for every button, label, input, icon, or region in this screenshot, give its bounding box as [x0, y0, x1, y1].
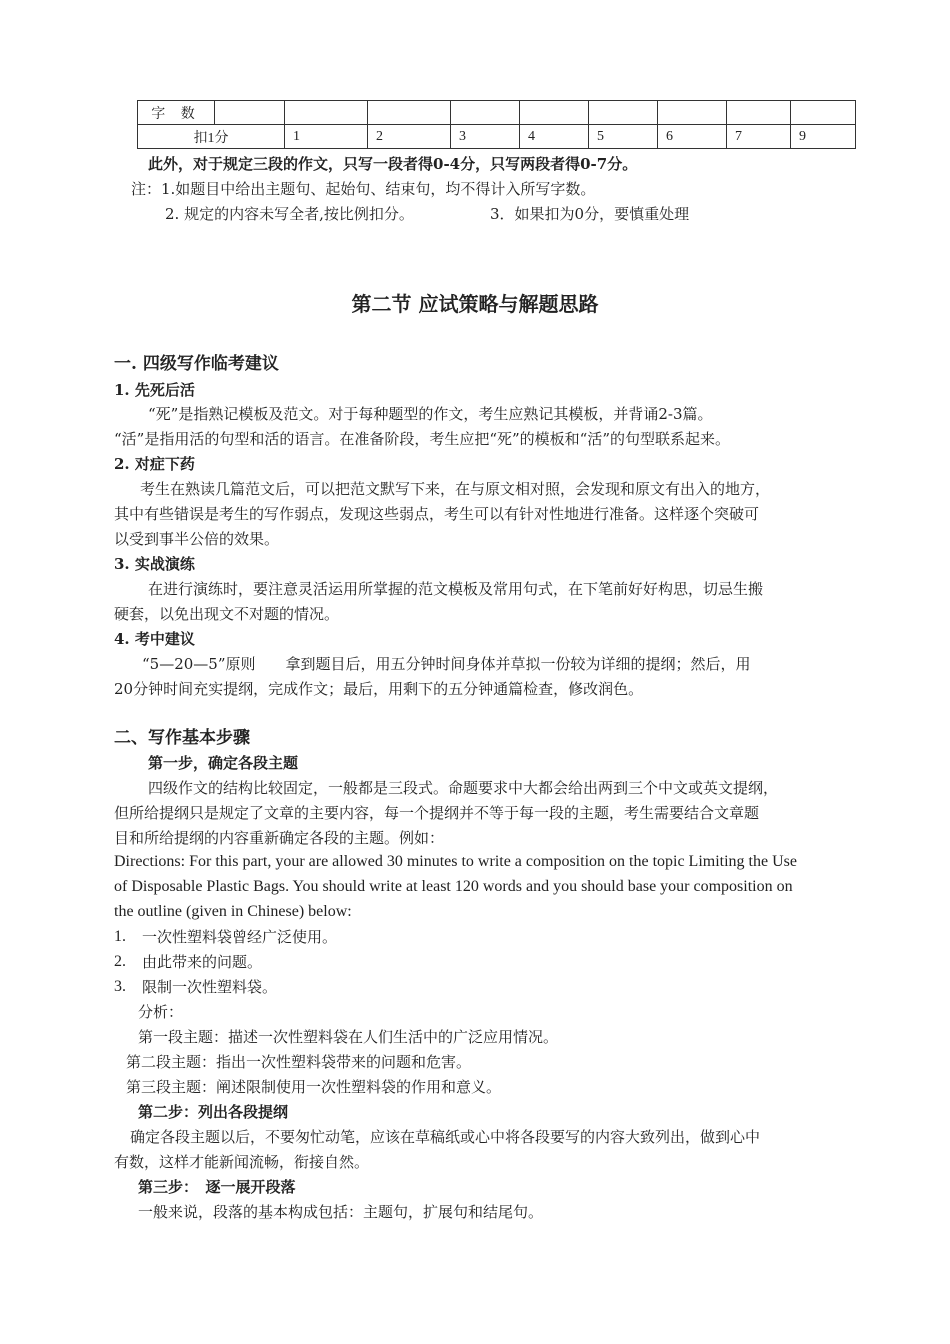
row-label-deduction: 扣1分: [138, 125, 285, 149]
note-3: 3．如果扣为0分，要慎重处理: [490, 205, 690, 223]
outline-item: 由此带来的问题。: [142, 953, 263, 971]
row-label-word-count: 字 数: [138, 101, 215, 125]
table-cell: [791, 101, 856, 125]
analysis-label: 分析：: [138, 1003, 184, 1021]
table-cell: 6: [658, 125, 727, 149]
outline-item: 限制一次性塑料袋。: [142, 978, 278, 996]
step3-title: 第三步： 逐一展开段落: [138, 1178, 296, 1196]
paragraph-line: 目和所给提纲的内容重新确定各段的主题。例如：: [114, 829, 445, 847]
section-title: 第二节 应试策略与解题思路: [351, 292, 599, 316]
paragraph-line: 有数，这样才能新闻流畅，衔接自然。: [114, 1153, 370, 1171]
table-cell: 9: [791, 125, 856, 149]
paragraph-line: 一般来说，段落的基本构成包括：主题句，扩展句和结尾句。: [138, 1203, 544, 1221]
analysis-line: 第三段主题：阐述限制使用一次性塑料袋的作用和意义。: [126, 1078, 502, 1096]
paragraph-line: 其中有些错误是考生的写作弱点，发现这些弱点，考生可以有针对性地进行准备。这样逐个突破可: [114, 505, 760, 523]
table-cell: 3: [451, 125, 520, 149]
part1-heading: 一. 四级写作临考建议: [114, 354, 279, 374]
table-cell: [589, 101, 658, 125]
table-cell: 1: [285, 125, 368, 149]
outline-item: 一次性塑料袋曾经广泛使用。: [142, 928, 338, 946]
paragraph-line: “5—20—5”原则 拿到题目后，用五分钟时间身体并草拟一份较为详细的提纲；然后，用: [142, 655, 751, 673]
paragraph-line: 确定各段主题以后，不要匆忙动笔，应该在草稿纸或心中将各段要写的内容大致列出，做到心中: [130, 1128, 761, 1146]
directions-line: of Disposable Plastic Bags. You should write at least 120 words and you should base your composition on: [114, 878, 793, 895]
table-cell: [451, 101, 520, 125]
paragraph-line: “死”是指熟记模板及范文。对于每种题型的作文，考生应熟记其模板，并背诵2-3篇。: [148, 405, 713, 423]
paragraph-line: 20分钟时间充实提纲，完成作文；最后，用剩下的五分钟通篇检查，修改润色。: [114, 680, 644, 698]
table-cell: [520, 101, 589, 125]
item-title: 1. 先死后活: [114, 381, 195, 399]
table-cell: 7: [727, 125, 791, 149]
paragraph-line: 硬套，以免出现文不对题的情况。: [114, 605, 340, 623]
step2-title: 第二步：列出各段提纲: [138, 1103, 289, 1121]
table-row: [138, 125, 856, 149]
table-cell: 5: [589, 125, 658, 149]
analysis-line: 第二段主题：指出一次性塑料袋带来的问题和危害。: [126, 1053, 472, 1071]
table-cell: 4: [520, 125, 589, 149]
table-cell: [658, 101, 727, 125]
part2-heading: 二、写作基本步骤: [114, 728, 250, 748]
item-title: 4. 考中建议: [114, 630, 195, 648]
table-cell: [368, 101, 451, 125]
directions-line: the outline (given in Chinese) below:: [114, 903, 352, 920]
paragraph-line: 考生在熟读几篇范文后，可以把范文默写下来，在与原文相对照，会发现和原文有出入的地方，: [140, 480, 771, 498]
paragraph-line: 在进行演练时，要注意灵活运用所掌握的范文模板及常用句式，在下笔前好好构思，切忌生搬: [148, 580, 764, 598]
item-title: 2. 对症下药: [114, 455, 195, 473]
table-cell: [215, 101, 285, 125]
paragraph-line: 以受到事半公倍的效果。: [114, 530, 280, 548]
step1-title: 第一步，确定各段主题: [148, 754, 299, 772]
item-title: 3. 实战演练: [114, 555, 195, 573]
directions-line: Directions: For this part, your are allowed 30 minutes to write a composition on the topic Limiting the Use: [114, 853, 797, 870]
outline-number: 2.: [114, 953, 126, 970]
table-cell: [727, 101, 791, 125]
paragraph-line: “活”是指用活的句型和活的语言。在准备阶段，考生应把“死”的模板和“活”的句型联系起来。: [114, 430, 731, 448]
note-2: 2. 规定的内容未写全者,按比例扣分。: [165, 205, 414, 223]
paragraph-line: 四级作文的结构比较固定，一般都是三段式。命题要求中大都会给出两到三个中文或英文提纲，: [148, 779, 779, 797]
paragraph-line: 但所给提纲只是规定了文章的主要内容，每一个提纲并不等于每一段的主题，考生需要结合文章题: [114, 804, 760, 822]
analysis-line: 第一段主题：描述一次性塑料袋在人们生活中的广泛应用情况。: [138, 1028, 559, 1046]
table-row: [138, 101, 856, 125]
table-cell: 2: [368, 125, 451, 149]
table-cell: [285, 101, 368, 125]
outline-number: 1.: [114, 928, 126, 945]
score-table: [137, 100, 856, 149]
outline-number: 3.: [114, 978, 126, 995]
bold-note: 此外，对于规定三段的作文，只写一段者得0-4分，只写两段者得0-7分。: [148, 155, 638, 173]
note-1: 注：1.如题目中给出主题句、起始句、结束句，均不得计入所写字数。: [131, 180, 596, 198]
